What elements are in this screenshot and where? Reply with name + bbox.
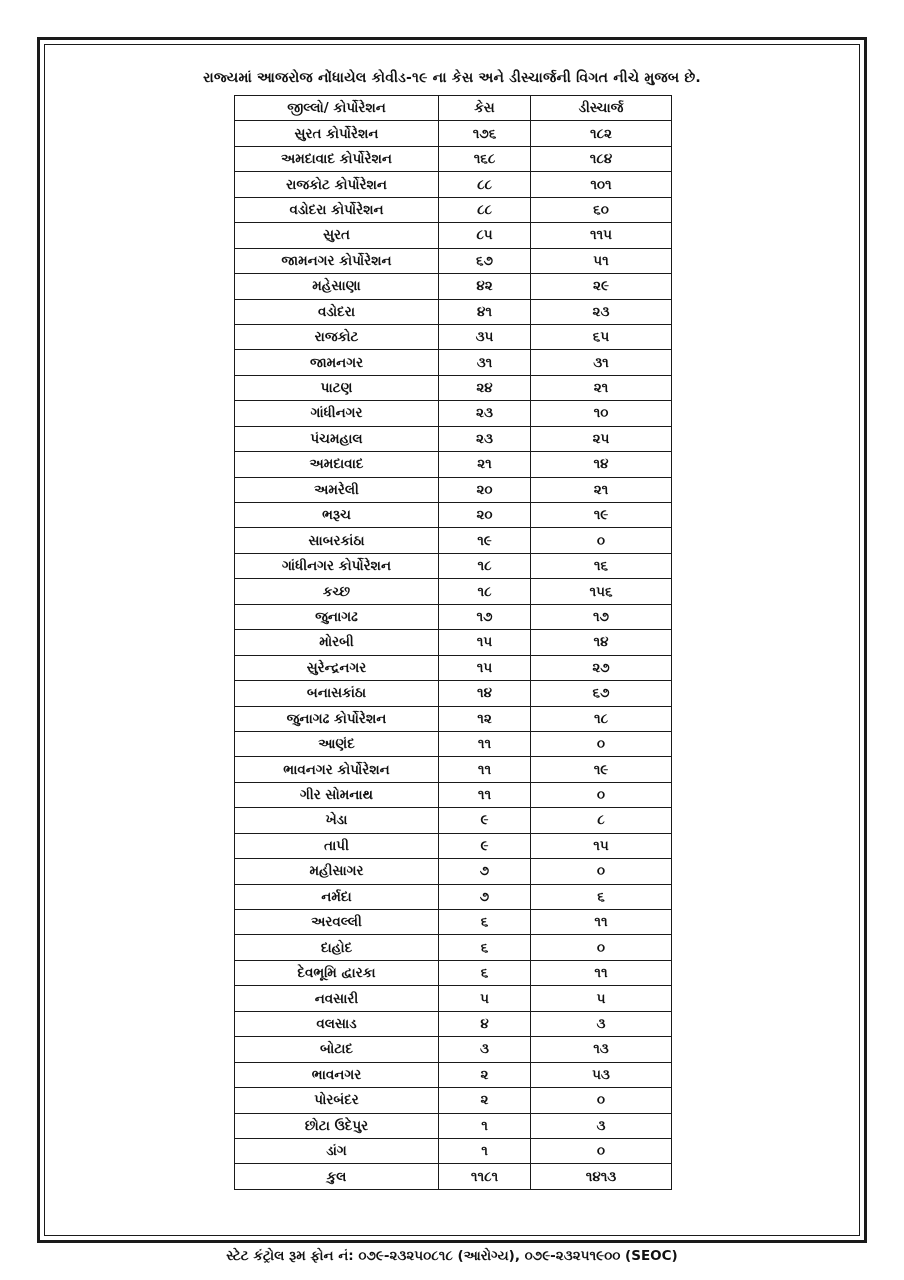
cell-discharge: ૬૦	[531, 197, 672, 222]
cell-cases: ૧૮	[439, 579, 531, 604]
cell-cases: ૬	[439, 960, 531, 985]
table-row	[235, 528, 672, 553]
cell-discharge: ૨૩	[531, 299, 672, 324]
cell-cases: ૧૭	[439, 604, 531, 629]
cell-discharge: ૩૧	[531, 350, 672, 375]
cell-discharge: ૧૯	[531, 503, 672, 528]
cell-cases: ૨૦	[439, 503, 531, 528]
table-row	[235, 172, 672, 197]
cell-discharge: ૧૮૨	[531, 121, 672, 146]
cell-district: અમદાવાદ	[235, 452, 439, 477]
cell-cases: ૫	[439, 986, 531, 1011]
control-room-footer: સ્ટેટ કંટ્રોલ રૂમ ફોન નં: ૦૭૯-૨૩૨૫૦૮૧૮ (આરોગ્ય), ૦૭૯-૨૩૨૫૧૯૦૦ (SEOC)	[226, 1248, 678, 1264]
table-row	[235, 1113, 672, 1138]
table-row	[235, 452, 672, 477]
cell-district: સુરેન્દ્રનગર	[235, 655, 439, 680]
cell-district: નવસારી	[235, 986, 439, 1011]
cell-cases: ૩૧	[439, 350, 531, 375]
cell-district: ભાવનગર	[235, 1062, 439, 1087]
cell-district: ડાંગ	[235, 1138, 439, 1163]
cell-district: આણંદ	[235, 731, 439, 756]
cell-discharge: ૩	[531, 1011, 672, 1036]
cell-district: મહીસાગર	[235, 859, 439, 884]
cell-district: પોરબંદર	[235, 1088, 439, 1113]
table-row	[235, 503, 672, 528]
cell-district: વલસાડ	[235, 1011, 439, 1036]
cell-discharge: ૫	[531, 986, 672, 1011]
cell-district: પંચમહાલ	[235, 426, 439, 451]
table-row	[235, 274, 672, 299]
cell-discharge: ૧૦	[531, 401, 672, 426]
cell-cases: ૨	[439, 1088, 531, 1113]
cell-cases: ૧૬૮	[439, 146, 531, 171]
cell-cases: ૭	[439, 859, 531, 884]
cell-cases: ૧	[439, 1138, 531, 1163]
page-heading: રાજ્યમાં આજરોજ નોંધાયેલ કોવીડ-૧૯ ના કેસ અને ડીસ્ચાર્જની વિગત નીચે મુજબ છે.	[203, 70, 701, 86]
cell-district: સુરત કોર્પોરેશન	[235, 121, 439, 146]
table-row	[235, 223, 672, 248]
covid-cases-table	[234, 95, 672, 1190]
cell-discharge: ૨૯	[531, 274, 672, 299]
cell-cases: ૩૫	[439, 324, 531, 349]
cell-district: કુલ	[235, 1164, 439, 1189]
cell-cases: ૬૭	[439, 248, 531, 273]
cell-cases: ૧૯	[439, 528, 531, 553]
cell-district: કચ્છ	[235, 579, 439, 604]
cell-cases: ૧૫	[439, 655, 531, 680]
header-cases: કેસ	[439, 96, 531, 121]
cell-district: નર્મદા	[235, 884, 439, 909]
cell-district: ગાંધીનગર	[235, 401, 439, 426]
cell-cases: ૪૨	[439, 274, 531, 299]
cell-district: તાપી	[235, 833, 439, 858]
cell-district: જુનાગઢ કોર્પોરેશન	[235, 706, 439, 731]
cell-discharge: ૧૮	[531, 706, 672, 731]
cell-discharge: ૧૬	[531, 553, 672, 578]
cell-discharge: ૧૪	[531, 630, 672, 655]
cell-discharge: ૦	[531, 1088, 672, 1113]
cell-discharge: ૦	[531, 935, 672, 960]
table-row	[235, 324, 672, 349]
cell-cases: ૨૩	[439, 401, 531, 426]
cell-cases: ૨૧	[439, 452, 531, 477]
cell-discharge: ૧૩	[531, 1037, 672, 1062]
table-row	[235, 731, 672, 756]
cell-district: બોટાદ	[235, 1037, 439, 1062]
cell-cases: ૮૮	[439, 172, 531, 197]
cell-discharge: ૨૧	[531, 375, 672, 400]
cell-discharge: ૧૪	[531, 452, 672, 477]
cell-cases: ૭	[439, 884, 531, 909]
table-row	[235, 782, 672, 807]
table-row	[235, 146, 672, 171]
cell-discharge: ૩	[531, 1113, 672, 1138]
table-row	[235, 1088, 672, 1113]
cell-cases: ૧૪	[439, 681, 531, 706]
cell-discharge: ૨૧	[531, 477, 672, 502]
cell-cases: ૧૧	[439, 731, 531, 756]
cell-cases: ૬	[439, 910, 531, 935]
table-row	[235, 1037, 672, 1062]
cell-discharge: ૬૭	[531, 681, 672, 706]
cell-discharge: ૦	[531, 782, 672, 807]
cell-district: બનાસકાંઠા	[235, 681, 439, 706]
table-row	[235, 681, 672, 706]
table-row	[235, 604, 672, 629]
table-header-row	[235, 96, 672, 121]
cell-cases: ૯	[439, 808, 531, 833]
cell-district: જામનગર	[235, 350, 439, 375]
cell-cases: ૧૧	[439, 782, 531, 807]
cell-cases: ૧૮	[439, 553, 531, 578]
cell-district: જુનાગઢ	[235, 604, 439, 629]
table-row	[235, 655, 672, 680]
table-row	[235, 757, 672, 782]
table-row	[235, 299, 672, 324]
cell-district: મોરબી	[235, 630, 439, 655]
cell-discharge: ૧૫	[531, 833, 672, 858]
cell-district: મહેસાણા	[235, 274, 439, 299]
table-row	[235, 477, 672, 502]
table-row	[235, 808, 672, 833]
cell-cases: ૪	[439, 1011, 531, 1036]
cell-district: સાબરકાંઠા	[235, 528, 439, 553]
cell-discharge: ૧૧	[531, 910, 672, 935]
cell-cases: ૧૧૮૧	[439, 1164, 531, 1189]
cell-cases: ૧	[439, 1113, 531, 1138]
cell-cases: ૧૨	[439, 706, 531, 731]
cell-discharge: ૬	[531, 884, 672, 909]
cell-district: અમદાવાદ કોર્પોરેશન	[235, 146, 439, 171]
cell-district: ભરૂચ	[235, 503, 439, 528]
cell-discharge: ૦	[531, 731, 672, 756]
cell-discharge: ૧૦૧	[531, 172, 672, 197]
table-row	[235, 197, 672, 222]
table-row	[235, 859, 672, 884]
cell-cases: ૩	[439, 1037, 531, 1062]
cell-discharge: ૧૧	[531, 960, 672, 985]
cell-discharge: ૦	[531, 1138, 672, 1163]
cell-district: ગાંધીનગર કોર્પોરેશન	[235, 553, 439, 578]
cell-district: વડોદરા કોર્પોરેશન	[235, 197, 439, 222]
table-row	[235, 910, 672, 935]
cell-district: ગીર સોમનાથ	[235, 782, 439, 807]
table-row	[235, 375, 672, 400]
table-row	[235, 833, 672, 858]
cell-district: રાજકોટ કોર્પોરેશન	[235, 172, 439, 197]
cell-district: અમરેલી	[235, 477, 439, 502]
cell-discharge: ૧૮૪	[531, 146, 672, 171]
cell-discharge: ૧૧૫	[531, 223, 672, 248]
cell-cases: ૨૪	[439, 375, 531, 400]
cell-district: અરવલ્લી	[235, 910, 439, 935]
cell-district: છોટા ઉદેપુર	[235, 1113, 439, 1138]
table-row	[235, 986, 672, 1011]
table-row	[235, 248, 672, 273]
cell-cases: ૧૫	[439, 630, 531, 655]
table-row	[235, 960, 672, 985]
table-row	[235, 579, 672, 604]
header-district: જીલ્લો/ કોર્પોરેશન	[235, 96, 439, 121]
cell-district: દાહોદ	[235, 935, 439, 960]
table-row	[235, 935, 672, 960]
table-row	[235, 884, 672, 909]
cell-cases: ૪૧	[439, 299, 531, 324]
cell-district: પાટણ	[235, 375, 439, 400]
cell-district: જામનગર કોર્પોરેશન	[235, 248, 439, 273]
table-row	[235, 401, 672, 426]
cell-discharge: ૧૯	[531, 757, 672, 782]
table-row	[235, 553, 672, 578]
cell-discharge: ૦	[531, 859, 672, 884]
table-row	[235, 1062, 672, 1087]
cell-cases: ૧૭૬	[439, 121, 531, 146]
cell-cases: ૨૩	[439, 426, 531, 451]
cell-discharge: ૫૧	[531, 248, 672, 273]
header-discharge: ડીસ્ચાર્જ	[531, 96, 672, 121]
cell-district: રાજકોટ	[235, 324, 439, 349]
cell-district: સુરત	[235, 223, 439, 248]
table-row	[235, 426, 672, 451]
cell-discharge: ૧૪૧૩	[531, 1164, 672, 1189]
cell-district: ભાવનગર કોર્પોરેશન	[235, 757, 439, 782]
cell-discharge: ૬૫	[531, 324, 672, 349]
table-row	[235, 121, 672, 146]
cell-cases: ૯	[439, 833, 531, 858]
cell-discharge: ૨૭	[531, 655, 672, 680]
cell-district: દેવભૂમિ દ્વારકા	[235, 960, 439, 985]
table-row	[235, 1138, 672, 1163]
cell-cases: ૮૫	[439, 223, 531, 248]
cell-cases: ૧૧	[439, 757, 531, 782]
cell-cases: ૮૮	[439, 197, 531, 222]
cell-cases: ૨	[439, 1062, 531, 1087]
cell-district: વડોદરા	[235, 299, 439, 324]
table-row	[235, 630, 672, 655]
table-row	[235, 706, 672, 731]
table-row	[235, 1011, 672, 1036]
cell-discharge: ૧૭	[531, 604, 672, 629]
cell-discharge: ૦	[531, 528, 672, 553]
cell-cases: ૬	[439, 935, 531, 960]
table-row	[235, 350, 672, 375]
cell-discharge: ૫૩	[531, 1062, 672, 1087]
cell-discharge: ૮	[531, 808, 672, 833]
cell-district: ખેડા	[235, 808, 439, 833]
cell-cases: ૨૦	[439, 477, 531, 502]
table-total-row	[235, 1164, 672, 1189]
cell-discharge: ૨૫	[531, 426, 672, 451]
cell-discharge: ૧૫૬	[531, 579, 672, 604]
